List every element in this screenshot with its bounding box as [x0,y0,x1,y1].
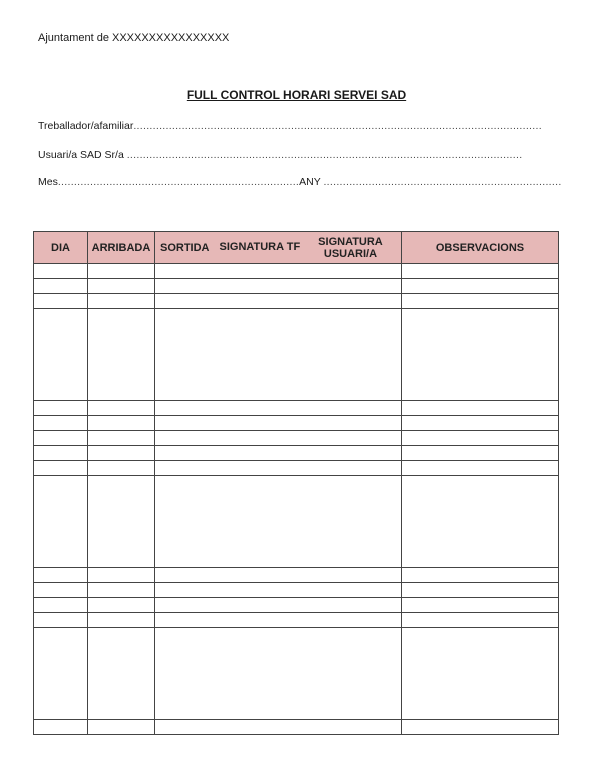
cell-signatures[interactable] [155,416,402,431]
cell-signatures[interactable] [155,309,402,401]
cell-observacions[interactable] [402,476,559,568]
table-row [34,598,559,613]
cell-signatures[interactable] [155,446,402,461]
table-row [34,446,559,461]
table-row [34,294,559,309]
cell-observacions[interactable] [402,583,559,598]
cell-observacions[interactable] [402,431,559,446]
municipality-header: Ajuntament de XXXXXXXXXXXXXXXX [38,32,230,44]
cell-observacions[interactable] [402,294,559,309]
cell-dia[interactable] [34,628,88,720]
table-row [34,431,559,446]
cell-signatures[interactable] [155,720,402,735]
cell-dia[interactable] [34,461,88,476]
cell-arribada[interactable] [88,583,155,598]
cell-arribada[interactable] [88,431,155,446]
cell-dia[interactable] [34,583,88,598]
cell-arribada[interactable] [88,613,155,628]
table-row [34,309,559,401]
cell-dia[interactable] [34,401,88,416]
table-row [34,279,559,294]
worker-dots[interactable]: ............................................................................................................................... [133,120,542,132]
col-header-observacions: OBSERVACIONS [402,232,559,264]
col-header-signatura-usuari [318,236,383,260]
cell-dia[interactable] [34,416,88,431]
table-row [34,401,559,416]
table-row [34,461,559,476]
worker-label: Treballador/afamiliar [38,120,134,132]
cell-arribada[interactable] [88,598,155,613]
table-body [34,264,559,735]
cell-signatures[interactable] [155,401,402,416]
cell-dia[interactable] [34,446,88,461]
table-row [34,264,559,279]
user-dots[interactable]: ........................................................................................................................... [126,149,523,161]
year-label: ANY [299,176,321,188]
cell-dia[interactable] [34,598,88,613]
col-header-signatura-usuari-line1: SIGNATURA [318,235,383,248]
month-year-field [38,176,562,188]
cell-dia[interactable] [34,309,88,401]
user-field [38,149,522,161]
year-dots[interactable]: .......................................................................... [323,176,562,188]
cell-signatures[interactable] [155,461,402,476]
cell-arribada[interactable] [88,720,155,735]
cell-signatures[interactable] [155,613,402,628]
table-header-row [34,232,559,264]
cell-signatures[interactable] [155,279,402,294]
cell-observacions[interactable] [402,461,559,476]
cell-dia[interactable] [34,431,88,446]
cell-signatures[interactable] [155,294,402,309]
cell-arribada[interactable] [88,279,155,294]
cell-arribada[interactable] [88,446,155,461]
table-row [34,476,559,568]
cell-arribada[interactable] [88,628,155,720]
cell-observacions[interactable] [402,309,559,401]
cell-dia[interactable] [34,613,88,628]
table-row [34,583,559,598]
table-row [34,416,559,431]
col-header-arribada: ARRIBADA [88,232,155,264]
cell-observacions[interactable] [402,416,559,431]
cell-observacions[interactable] [402,598,559,613]
cell-arribada[interactable] [88,461,155,476]
cell-observacions[interactable] [402,628,559,720]
cell-signatures[interactable] [155,264,402,279]
cell-arribada[interactable] [88,401,155,416]
cell-observacions[interactable] [402,279,559,294]
cell-observacions[interactable] [402,446,559,461]
cell-arribada[interactable] [88,476,155,568]
cell-arribada[interactable] [88,294,155,309]
table-row [34,720,559,735]
page-title: FULL CONTROL HORARI SERVEI SAD [186,88,407,102]
cell-dia[interactable] [34,720,88,735]
cell-signatures[interactable] [155,598,402,613]
cell-observacions[interactable] [402,264,559,279]
col-header-dia: DIA [34,232,88,264]
cell-observacions[interactable] [402,613,559,628]
table-row [34,568,559,583]
col-header-sortida-signatures [155,232,402,264]
user-label: Usuari/a SAD Sr/a [38,149,124,161]
table-row [34,628,559,720]
cell-observacions[interactable] [402,401,559,416]
schedule-table [33,231,559,735]
cell-signatures[interactable] [155,583,402,598]
month-dots[interactable]: ........................................................................... [57,176,300,188]
cell-signatures[interactable] [155,628,402,720]
table-row [34,613,559,628]
cell-arribada[interactable] [88,264,155,279]
worker-field [38,120,542,132]
cell-dia[interactable] [34,264,88,279]
cell-observacions[interactable] [402,568,559,583]
cell-dia[interactable] [34,476,88,568]
cell-dia[interactable] [34,294,88,309]
col-header-signatura-usuari-line2: USUARI/A [323,247,378,260]
cell-signatures[interactable] [155,476,402,568]
cell-arribada[interactable] [88,568,155,583]
cell-signatures[interactable] [155,568,402,583]
cell-dia[interactable] [34,568,88,583]
col-header-signatura-tf: SIGNATURA TF [219,241,301,254]
cell-observacions[interactable] [402,720,559,735]
col-header-sortida: SORTIDA [160,241,210,254]
month-label: Mes [38,176,58,188]
cell-arribada[interactable] [88,416,155,431]
cell-arribada[interactable] [88,309,155,401]
cell-signatures[interactable] [155,431,402,446]
cell-dia[interactable] [34,279,88,294]
